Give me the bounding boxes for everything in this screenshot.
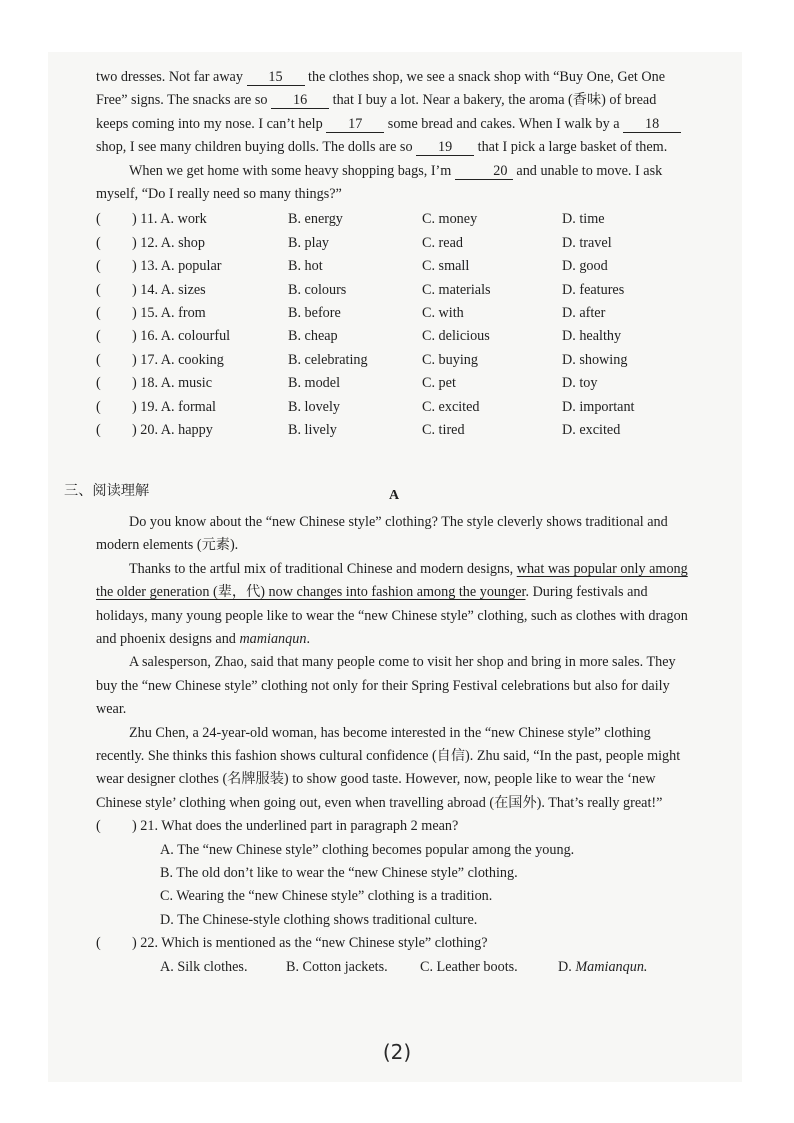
answer-paren[interactable]: ( <box>96 935 101 952</box>
option-c: C. tired <box>422 422 465 439</box>
option-letter: D. <box>558 958 572 975</box>
option-b: B. hot <box>288 258 323 275</box>
option-a <box>132 302 288 325</box>
option-row <box>96 232 682 255</box>
cloze-text: some bread and cakes. When I walk by a <box>387 115 620 132</box>
cloze-paragraph-2 <box>96 160 692 207</box>
passage-paragraph-4: Zhu Chen, a 24-year-old woman, has become interested in the “new Chinese style” clothing recently. She thinks this fashion shows cultural confidence (自信). Zhu said, “In the past, people might wear designer clothes (名牌服装) to show good taste. However, now, people like to wear the ‘new Chinese style’ clothing when going out, even when travelling abroad (在国外). That’s really great!” <box>96 724 681 811</box>
cloze-text: two dresses. Not far away <box>96 69 243 85</box>
answer-paren[interactable] <box>96 349 132 372</box>
option-a <box>132 255 288 278</box>
paren-open: ( <box>96 234 101 251</box>
option-b: B. play <box>288 234 329 251</box>
option-d: D. travel <box>562 234 612 251</box>
paren-open: ( <box>96 422 101 439</box>
paren-open: ( <box>96 375 101 392</box>
question-number: ) 18. <box>132 375 159 392</box>
passage-paragraph-3: A salesperson, Zhao, said that many people come to visit her shop and bring in more sales. They buy the “new Chinese style” clothing not only for their Spring Festival celebrations but also for daily wear. <box>96 654 676 718</box>
option-a-text: A. formal <box>160 398 216 415</box>
option-c: C. delicious <box>422 328 490 345</box>
option-d: D. features <box>562 281 625 298</box>
option-b: B. lovely <box>288 398 341 415</box>
question-number: ) 15. <box>132 305 159 322</box>
answer-paren[interactable] <box>96 232 132 255</box>
option-d: D. toy <box>562 375 598 392</box>
option-c: C. pet <box>422 375 456 392</box>
question-number: ) 16. <box>132 328 159 345</box>
question-number: ) 20. <box>132 422 159 439</box>
paren-open: ( <box>96 305 101 322</box>
q22-option-d <box>558 956 647 979</box>
option-d: D. excited <box>562 422 621 439</box>
cloze-blank-16: 16 <box>271 92 329 109</box>
cloze-paragraph-1 <box>96 66 692 160</box>
option-a-text: A. colourful <box>160 328 231 345</box>
option-d: D. important <box>562 398 635 415</box>
option-a-text: A. happy <box>160 422 213 439</box>
question-stem: ) 22. Which is mentioned as the “new Chinese style” clothing? <box>132 935 488 952</box>
option-c: C. buying <box>422 351 478 368</box>
cloze-blank-19: 19 <box>416 139 474 156</box>
option-row <box>96 279 682 302</box>
option-d: D. time <box>562 211 605 228</box>
passage-text: . During festivals and holidays, many young people like to wear the “new Chinese style” clothing, such as clothes with dragon and phoenix designs and <box>96 584 688 647</box>
option-row <box>96 372 682 395</box>
paren-open: ( <box>96 281 101 298</box>
answer-paren[interactable]: ( <box>96 818 101 835</box>
q21-option-c: C. Wearing the “new Chinese style” clothing is a tradition. <box>160 888 493 905</box>
question-stem: ) 21. What does the underlined part in paragraph 2 mean? <box>132 818 459 835</box>
option-d: D. after <box>562 305 606 322</box>
answer-paren[interactable] <box>96 419 132 442</box>
passage-paragraph-2 <box>96 558 692 652</box>
passage-text: . <box>306 630 310 647</box>
option-d: D. good <box>562 258 608 275</box>
option-b: B. before <box>288 305 341 322</box>
option-c: C. materials <box>422 281 491 298</box>
option-b: B. celebrating <box>288 351 368 368</box>
page-number: (2) <box>382 1040 412 1064</box>
option-c: C. read <box>422 234 463 251</box>
option-row <box>96 349 682 372</box>
paren-open: ( <box>96 398 101 415</box>
answer-paren[interactable] <box>96 396 132 419</box>
cloze-blank-17: 17 <box>326 116 384 133</box>
option-a <box>132 325 288 348</box>
paren-open: ( <box>96 328 101 345</box>
answer-paren[interactable] <box>96 255 132 278</box>
option-a-text: A. from <box>160 305 206 322</box>
option-c: C. small <box>422 258 470 275</box>
option-row <box>96 302 682 325</box>
q22-option-c: C. Leather boots. <box>420 958 518 975</box>
section-title: 三、阅读理解 <box>64 483 150 499</box>
option-a <box>132 232 288 255</box>
option-row <box>96 255 682 278</box>
option-a-text: A. sizes <box>160 281 206 298</box>
cloze-options-table <box>96 208 682 442</box>
underlined-part: what was popular only among the older generation (辈，代) now changes into fashion among the younger <box>96 560 688 601</box>
option-b: B. model <box>288 375 341 392</box>
question-22 <box>96 932 692 955</box>
option-a-text: A. cooking <box>160 351 224 368</box>
option-a <box>132 396 288 419</box>
option-b: B. cheap <box>288 328 338 345</box>
answer-paren[interactable] <box>96 208 132 231</box>
option-c: C. with <box>422 305 464 322</box>
cloze-text: and unable to move. I ask myself, “Do I really need so many things?” <box>96 162 663 203</box>
passage-paragraph-1: Do you know about the “new Chinese style” clothing? The style cleverly shows traditional and modern elements (元素). <box>96 513 668 554</box>
option-a <box>132 279 288 302</box>
cloze-text: the clothes shop, we see a snack shop with “Buy One, Get One Free” signs. The snacks are so <box>96 69 666 109</box>
option-row <box>96 208 682 231</box>
answer-paren[interactable] <box>96 325 132 348</box>
option-b: B. lively <box>288 422 337 439</box>
cloze-blank-15: 15 <box>247 69 305 86</box>
option-a-text: A. work <box>160 211 207 228</box>
cloze-blank-18: 18 <box>623 116 681 133</box>
passage-italic-term: mamianqun <box>239 630 307 647</box>
option-a-text: A. shop <box>160 234 205 251</box>
option-a <box>132 208 288 231</box>
cloze-text: shop, I see many children buying dolls. The dolls are so <box>96 139 413 156</box>
option-d: D. healthy <box>562 328 622 345</box>
option-c: C. money <box>422 211 478 228</box>
option-row <box>96 325 682 348</box>
option-a-text: A. music <box>160 375 213 392</box>
cloze-blank-20: 20 <box>455 163 513 180</box>
cloze-text: that I pick a large basket of them. <box>477 139 668 156</box>
option-a <box>132 372 288 395</box>
q22-option-a: A. Silk clothes. <box>160 958 248 975</box>
cloze-text: When we get home with some heavy shopping bags, I’m <box>129 162 452 179</box>
option-a-text: A. popular <box>160 258 222 275</box>
option-d: D. showing <box>562 351 628 368</box>
cloze-text: that I buy a lot. Near a bakery, the aroma (香味) of bread keeps coming into my nose. I can’t help <box>96 92 657 132</box>
option-row <box>96 419 682 442</box>
question-number: ) 14. <box>132 281 159 298</box>
passage-title: A <box>388 487 400 503</box>
question-number: ) 19. <box>132 398 159 415</box>
answer-paren[interactable] <box>96 372 132 395</box>
question-number: ) 17. <box>132 351 159 368</box>
q22-options <box>96 956 692 979</box>
q22-option-b: B. Cotton jackets. <box>286 958 388 975</box>
page-content <box>96 66 692 979</box>
option-a <box>132 419 288 442</box>
passage-text: Thanks to the artful mix of traditional Chinese and modern designs, <box>129 560 514 577</box>
answer-paren[interactable] <box>96 279 132 302</box>
option-b: B. colours <box>288 281 347 298</box>
q21-option-b: B. The old don’t like to wear the “new Chinese style” clothing. <box>160 865 518 881</box>
question-21 <box>96 815 692 838</box>
paren-open: ( <box>96 258 101 275</box>
paren-open: ( <box>96 351 101 368</box>
question-number: ) 12. <box>132 234 159 251</box>
option-c: C. excited <box>422 398 480 415</box>
option-a <box>132 349 288 372</box>
q21-option-a: A. The “new Chinese style” clothing becomes popular among the young. <box>160 841 575 858</box>
question-number: ) 11. <box>132 211 158 228</box>
option-italic: Mamianqun. <box>575 958 648 975</box>
paren-open: ( <box>96 211 101 228</box>
answer-paren[interactable] <box>96 302 132 325</box>
option-b: B. energy <box>288 211 343 228</box>
question-number: ) 13. <box>132 258 159 275</box>
option-row <box>96 396 682 419</box>
q21-option-d: D. The Chinese-style clothing shows traditional culture. <box>160 911 478 928</box>
